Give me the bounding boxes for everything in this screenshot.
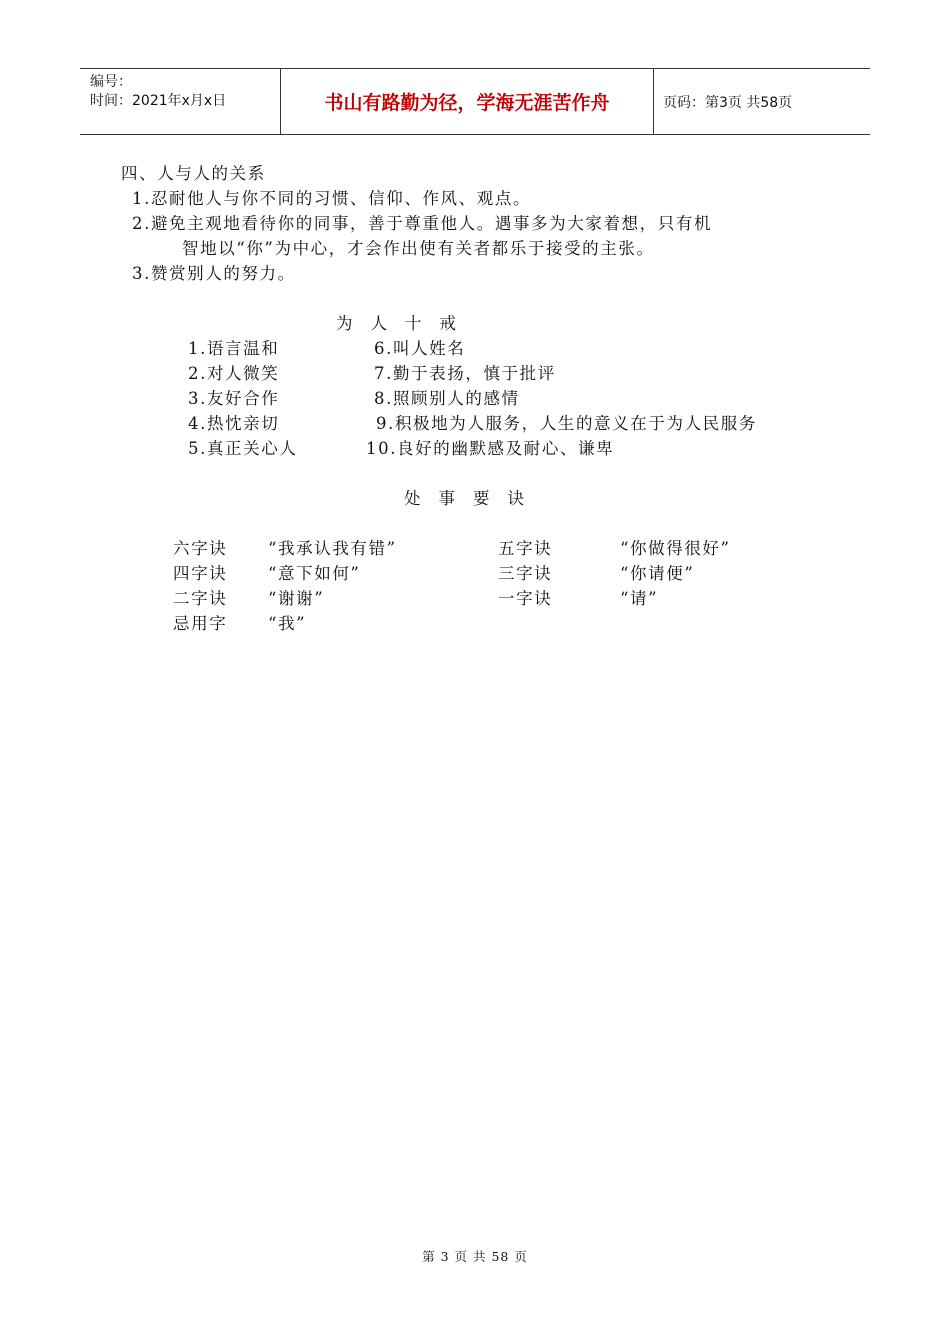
tip-value: “我承认我有错”: [268, 539, 397, 558]
section-item: 3.赞赏别人的努力。: [132, 264, 296, 283]
tip-value: “请”: [620, 589, 659, 608]
tips-title: 处事要诀: [404, 489, 542, 508]
page-header: [80, 68, 870, 135]
rule-item: 8.照顾别人的感情: [374, 389, 520, 408]
rule-item: 9.积极地为人服务，人生的意义在于为人民服务: [376, 414, 757, 433]
rule-item: 5.真正关心人: [188, 439, 298, 458]
rule-item: 1.语言温和: [188, 339, 280, 358]
section-item: 1.忍耐他人与你不同的习惯、信仰、作风、观点。: [132, 189, 532, 208]
section-item-continued: 智地以“你”为中心，才会作出使有关者都乐于接受的主张。: [182, 239, 655, 258]
rule-item: 10.良好的幽默感及耐心、谦卑: [366, 439, 615, 458]
tip-key: 二字诀: [173, 589, 228, 608]
rule-item: 4.热忱亲切: [188, 414, 280, 433]
tip-key: 六字诀: [173, 539, 228, 558]
tip-key: 忌用字: [173, 614, 228, 633]
ten-rules-title: 为人十戒: [336, 314, 474, 333]
tip-value: “意下如何”: [268, 564, 361, 583]
section-item: 2.避免主观地看待你的同事，善于尊重他人。遇事多为大家着想，只有机: [132, 214, 713, 233]
rule-item: 7.勤于表扬，慎于批评: [374, 364, 556, 383]
serial-label: 编号：: [90, 74, 132, 90]
tip-value: “谢谢”: [268, 589, 325, 608]
tip-value: “你做得很好”: [620, 539, 731, 558]
tip-key: 五字诀: [498, 539, 553, 558]
rule-item: 3.友好合作: [188, 389, 280, 408]
header-meta: [80, 69, 281, 134]
tip-key: 一字诀: [498, 589, 553, 608]
section-title: 四、人与人的关系: [121, 164, 266, 183]
header-page-info: 页码：第3页 共58页: [663, 94, 793, 111]
tip-key: 四字诀: [173, 564, 228, 583]
header-motto: 书山有路勤为径，学海无涯苦作舟: [281, 69, 654, 134]
time-label: 时间：2021年x月x日: [90, 93, 227, 109]
tip-value: “你请便”: [620, 564, 695, 583]
tip-key: 三字诀: [498, 564, 553, 583]
page-footer: 第 3 页 共 58 页: [422, 1249, 528, 1264]
rule-item: 6.叫人姓名: [374, 339, 466, 358]
rule-item: 2.对人微笑: [188, 364, 280, 383]
tip-value: “我”: [268, 614, 307, 633]
